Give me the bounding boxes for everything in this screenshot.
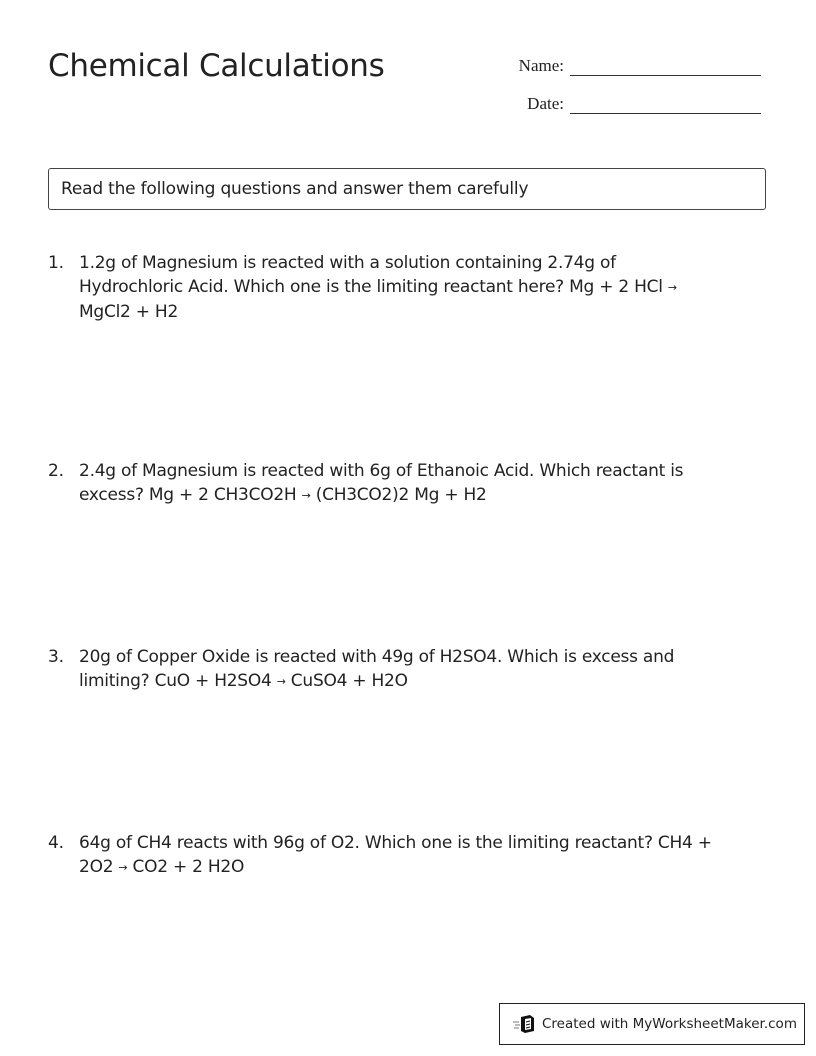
question-number: 4. (48, 833, 64, 853)
arrow-icon: → (667, 281, 677, 294)
date-field (504, 94, 761, 114)
arrow-icon: → (276, 675, 286, 688)
question-number: 2. (48, 461, 64, 481)
question-text (79, 831, 748, 880)
question-number: 3. (48, 647, 64, 667)
question-3 (48, 645, 748, 694)
question-text (79, 459, 748, 508)
question-line: 2.4g of Magnesium is reacted with 6g of Ethanoic Acid. Which reactant is (79, 461, 684, 481)
footer-text: Created with MyWorksheetMaker.com (542, 1016, 797, 1032)
question-line-text: (CH3CO2)2 Mg + H2 (310, 485, 487, 505)
question-line (79, 275, 748, 300)
worksheet-logo-icon (512, 1014, 536, 1034)
question-line: 64g of CH4 reacts with 96g of O2. Which one is the limiting reactant? CH4 + (79, 833, 712, 853)
question-line (79, 855, 748, 880)
question-2 (48, 459, 748, 508)
question-line-text: Hydrochloric Acid. Which one is the limiting reactant here? Mg + 2 HCl (79, 277, 668, 297)
question-line: MgCl2 + H2 (79, 302, 179, 322)
name-label: Name: (518, 56, 564, 75)
name-field (504, 56, 761, 76)
question-number: 1. (48, 253, 64, 273)
question-line: 1.2g of Magnesium is reacted with a solution containing 2.74g of (79, 253, 616, 273)
question-text (79, 645, 748, 694)
arrow-icon: → (301, 489, 311, 502)
question-line-text: 2O2 (79, 857, 119, 877)
question-4 (48, 831, 748, 880)
instructions-box: Read the following questions and answer them carefully (48, 168, 766, 210)
question-line (79, 669, 748, 694)
question-line-text: CO2 + 2 H2O (127, 857, 245, 877)
question-line (79, 483, 748, 508)
name-line (570, 61, 761, 76)
question-1 (48, 251, 748, 324)
page-title: Chemical Calculations (48, 48, 385, 84)
date-line (570, 99, 761, 114)
question-line: 20g of Copper Oxide is reacted with 49g of H2SO4. Which is excess and (79, 647, 675, 667)
arrow-icon: → (118, 861, 128, 874)
question-line-text: excess? Mg + 2 CH3CO2H (79, 485, 302, 505)
question-text (79, 251, 748, 324)
date-label: Date: (527, 94, 564, 113)
question-line-text: CuSO4 + H2O (285, 671, 408, 691)
question-line-text: limiting? CuO + H2SO4 (79, 671, 277, 691)
footer-credit[interactable] (499, 1003, 805, 1045)
